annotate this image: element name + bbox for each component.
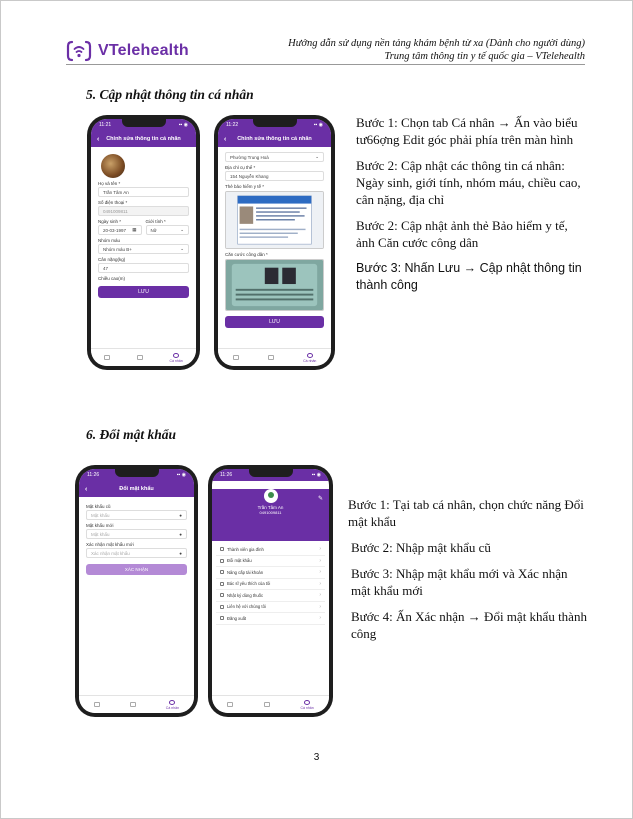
confirm-password-field[interactable]: Xác nhận mật khẩu ● — [86, 548, 187, 558]
tab-profile[interactable]: Cá nhân — [169, 353, 182, 363]
header-line-2: Trung tâm thông tin y tế quốc gia – VTelehealth — [384, 51, 585, 62]
dob-label: Ngày sinh * — [98, 219, 122, 224]
calendar-icon — [264, 702, 270, 707]
eye-icon: ● — [179, 512, 182, 518]
calendar-icon: ▦ — [132, 227, 137, 232]
section-5-title: 5. Cập nhật thông tin cá nhân — [86, 87, 254, 102]
page-number: 3 — [313, 752, 320, 763]
step-text: Bước 2: Cập nhật các thông tin cá nhân: Ngày sinh, giới tính, nhóm máu, chiều cao, cân nặng, địa chỉ — [356, 158, 581, 207]
tab-home[interactable] — [94, 702, 100, 708]
app-bar — [79, 481, 194, 497]
back-icon[interactable]: ‹ — [97, 135, 100, 143]
save-button[interactable]: LƯU — [225, 316, 324, 328]
profile-name: Trần Tâm An — [257, 505, 284, 510]
tab-history[interactable] — [264, 702, 270, 708]
tab-bar — [212, 695, 329, 713]
notch — [253, 119, 297, 127]
eye-icon: ● — [179, 531, 182, 537]
new-password-field[interactable]: Mật khẩu ● — [86, 529, 187, 539]
app-bar — [91, 131, 196, 147]
menu-list — [212, 541, 329, 628]
back-icon[interactable]: ‹ — [224, 135, 227, 143]
insurance-card-image[interactable] — [225, 191, 324, 249]
weight-field[interactable]: 47 — [98, 263, 189, 273]
step-text: Bước 4: Ấn Xác nhận → Đổi mật khẩu thành công — [351, 609, 587, 641]
phone-screen — [79, 469, 194, 713]
back-icon[interactable]: ‹ — [85, 485, 88, 493]
section-5-steps — [356, 114, 586, 303]
phone-field: 0491009811 — [98, 206, 189, 216]
eye-icon: ● — [179, 550, 182, 556]
weight-label: Cân nặng(kg) — [98, 257, 126, 262]
name-field[interactable]: Trần Tâm An — [98, 187, 189, 197]
profile-header — [212, 489, 329, 541]
lock-icon — [220, 559, 224, 563]
tab-bar — [79, 695, 194, 713]
blood-label: Nhóm máu — [98, 238, 121, 243]
old-password-field[interactable]: Mật khẩu ● — [86, 510, 187, 520]
phone-screen — [218, 119, 331, 366]
phone-screen — [91, 119, 196, 366]
calendar-icon — [130, 702, 136, 707]
user-icon — [307, 353, 313, 358]
vtelehealth-logo-icon — [66, 38, 92, 64]
calendar-icon — [137, 355, 143, 360]
chevron-down-icon: ⌄ — [315, 154, 319, 159]
notch — [249, 469, 293, 477]
gender-select[interactable]: Nữ ⌄ — [146, 225, 190, 235]
menu-item-logout[interactable]: Đăng xuất › — [216, 613, 325, 625]
blood-select[interactable]: Nhóm máu B+ ⌄ — [98, 244, 189, 254]
status-bar: 11:26 ▪▪ ◉ — [79, 469, 194, 481]
user-icon — [304, 700, 310, 705]
home-icon — [233, 355, 239, 360]
app-bar-title: Chỉnh sửa thông tin cá nhân — [106, 136, 181, 142]
height-label: Chiều cao(m) — [98, 276, 126, 281]
notch — [115, 469, 159, 477]
step-text: Bước 2: Nhập mật khẩu cũ — [351, 540, 491, 555]
tab-home[interactable] — [104, 355, 110, 361]
tab-home[interactable] — [233, 355, 239, 361]
header-line-1: Hướng dẫn sử dụng nền tảng khám bệnh từ xa (Dành cho người dùng) — [288, 38, 585, 49]
step-text: Bước 2: Cập nhật ảnh thẻ Bảo hiểm y tế, ảnh Căn cước công dân — [356, 218, 568, 250]
header-info — [288, 37, 585, 63]
confirm-button[interactable]: XÁC NHẬN — [86, 564, 187, 575]
logout-icon — [220, 616, 224, 620]
notch — [122, 119, 166, 127]
home-icon — [94, 702, 100, 707]
logo — [66, 38, 189, 64]
tab-profile[interactable]: Cá nhân — [303, 353, 316, 363]
gender-label: Giới tính * — [145, 219, 166, 224]
phone-icon — [220, 605, 224, 609]
new-password-label: Mật khẩu mới — [86, 523, 114, 528]
logo-text: VTelehealth — [98, 42, 189, 59]
name-label: Họ và tên * — [98, 181, 121, 186]
header-divider — [66, 64, 585, 65]
tab-bar — [218, 348, 331, 366]
section-6-steps — [348, 496, 588, 651]
app-bar-title: Chỉnh sửa thông tin cá nhân — [237, 136, 312, 142]
save-button[interactable]: LƯU — [98, 286, 189, 298]
pill-icon — [220, 593, 224, 597]
id-card-image[interactable] — [225, 259, 324, 311]
section-6-title: 6. Đổi mật khẩu — [86, 427, 177, 442]
home-icon — [227, 702, 233, 707]
user-icon — [169, 700, 175, 705]
tab-bar — [91, 348, 196, 366]
upgrade-icon — [220, 570, 224, 574]
family-icon — [220, 547, 224, 551]
profile-phone: 0491009811 — [259, 510, 282, 515]
status-bar: 11:26 ▪▪ ◉ — [212, 469, 329, 481]
menu-item-contact[interactable]: Liên hệ với chúng tôi › — [216, 602, 325, 614]
phone-edit-profile-1 — [87, 115, 200, 370]
menu-item-change-password[interactable]: Đổi mật khẩu › — [216, 556, 325, 568]
address-field[interactable]: 154 Nguyễn Khang — [225, 171, 324, 181]
tab-home[interactable] — [227, 702, 233, 708]
home-icon — [104, 355, 110, 360]
id-label: Căn cước công dân * — [225, 252, 268, 257]
menu-item-family[interactable]: Thành viên gia đình › — [216, 544, 325, 556]
ward-select[interactable]: Phường Trung Hoà ⌄ — [225, 152, 324, 162]
avatar[interactable] — [264, 489, 278, 503]
phone-profile-menu — [208, 465, 333, 717]
calendar-icon — [268, 355, 274, 360]
step-text: Bước 3: Nhấn Lưu → Cập nhật thông tin thành công — [356, 261, 582, 292]
status-bar: 11:22 ▪▪ ◉ — [218, 119, 331, 131]
tab-profile[interactable]: Cá nhân — [166, 700, 179, 710]
dob-field[interactable]: 20-03-1997 ▦ — [98, 225, 142, 235]
chevron-down-icon: ⌄ — [180, 227, 184, 232]
phone-label: Số điện thoại * — [98, 200, 128, 205]
phone-screen — [212, 469, 329, 713]
status-bar: 11:21 ▪▪ ◉ — [91, 119, 196, 131]
old-password-label: Mật khẩu cũ — [86, 504, 111, 509]
tab-history[interactable] — [137, 355, 143, 361]
app-bar-title: Đổi mật khẩu — [119, 486, 154, 492]
phone-change-password — [75, 465, 198, 717]
menu-item-upgrade[interactable]: Nâng cấp tài khoản › — [216, 567, 325, 579]
phone-edit-profile-2 — [214, 115, 335, 370]
menu-item-favorite-doctors[interactable]: Bác sĩ yêu thích của tôi › — [216, 579, 325, 591]
tab-history[interactable] — [130, 702, 136, 708]
app-bar — [218, 131, 331, 147]
insurance-label: Thẻ bảo hiểm y tế * — [225, 184, 265, 189]
address-label: Địa chỉ cụ thể * — [225, 165, 256, 170]
confirm-password-label: Xác nhận mật khẩu mới — [86, 542, 134, 547]
tab-profile[interactable]: Cá nhân — [300, 700, 313, 710]
step-text: Bước 1: Tại tab cá nhân, chọn chức năng Đổi mật khẩu — [348, 497, 584, 529]
edit-icon[interactable]: ✎ — [317, 496, 323, 502]
avatar[interactable] — [101, 154, 125, 178]
menu-item-medication-log[interactable]: Nhật ký dùng thuốc › — [216, 590, 325, 602]
step-text: Bước 3: Nhập mật khẩu mới và Xác nhận mật khẩu mới — [351, 566, 568, 598]
step-text: Bước 1: Chọn tab Cá nhân → Ấn vào biểu tư66ợng Edit góc phải phía trên màn hình — [356, 115, 578, 147]
user-icon — [173, 353, 179, 358]
heart-icon — [220, 582, 224, 586]
tab-history[interactable] — [268, 355, 274, 361]
chevron-down-icon: ⌄ — [180, 246, 184, 251]
